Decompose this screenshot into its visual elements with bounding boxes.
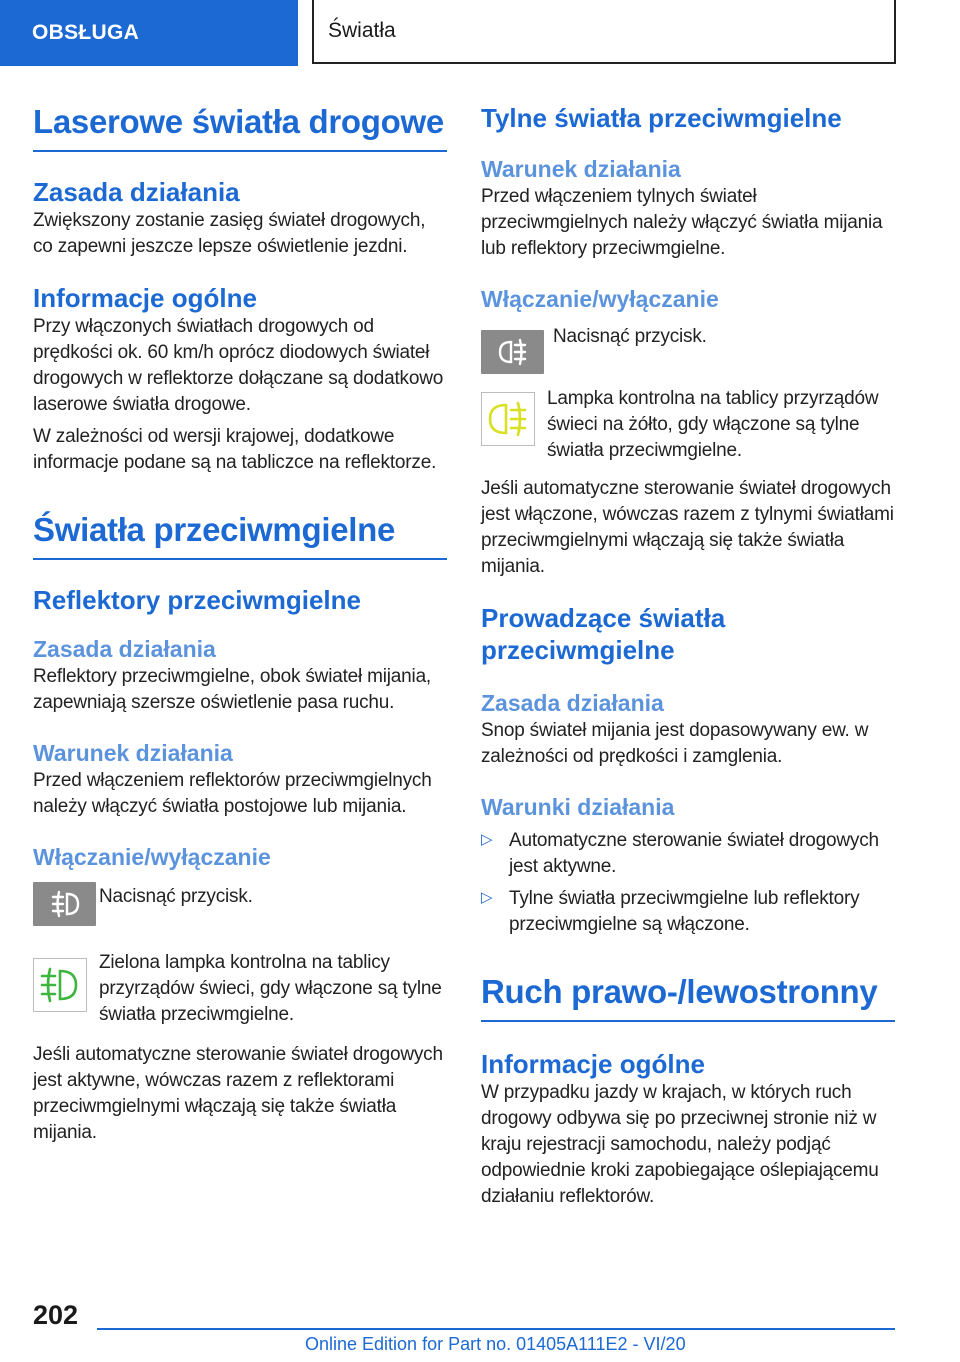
heading-front-switch: Włączanie/wyłączanie — [33, 844, 271, 870]
text-front-press: Nacisnąć przycisk. — [99, 886, 253, 907]
section-tab: OBSŁUGA — [0, 0, 298, 66]
heading-front-principle: Zasada działania — [33, 636, 216, 662]
text-rear-auto: Jeśli automatyczne sterowanie świateł drogowych jest włączone, wówczas razem z tylnymi światłami przeciwmgielnymi włączają się także światła mijania. — [481, 478, 894, 577]
text-laser-principle: Zwiększony zostanie zasięg świateł drogowych, co zapewni jeszcze lepsze oświetlenie jezdni. — [33, 210, 426, 257]
heading-laser-principle: Zasada działania — [33, 177, 240, 207]
text-rear-lamp: Lampka kontrolna na tablicy przyrządów świeci na żółto, gdy włączone są tylne światła przeciwmgielne. — [547, 388, 879, 461]
heading-front-condition: Warunek działania — [33, 740, 233, 766]
text-laser-info-2: W zależności od wersji krajowej, dodatkowe informacje podane są na tabliczce na reflektorze. — [33, 426, 437, 473]
front-fog-lamp-row — [33, 950, 447, 1028]
heading-fog-lights: Światła przeciwmgielne — [33, 504, 447, 560]
heading-traffic-info: Informacje ogólne — [481, 1049, 705, 1079]
text-front-lamp: Zielona lampka kontrolna na tablicy przyrządów świeci, gdy włączone są tylne światła przeciwmgielne. — [99, 952, 442, 1025]
heading-traffic-side: Ruch prawo-/lewostronny — [481, 966, 895, 1022]
text-rear-condition: Przed włączeniem tylnych świateł przeciwmgielnych należy włączyć światła mijania lub reflektory przeciwmgielne. — [481, 186, 883, 259]
page-number: 202 — [33, 1300, 79, 1330]
rear-fog-lamp-row — [481, 386, 895, 464]
text-traffic-info: W przypadku jazdy w krajach, w których ruch drogowy odbywa się po przeciwnej stronie niż w kraju rejestracji samochodu, należy podjąć odpowiednie kroki zapobiegające oślepiającemu działaniu reflektorów. — [481, 1082, 879, 1207]
text-front-auto: Jeśli automatyczne sterowanie świateł drogowych jest aktywne, wówczas razem z reflektorami przeciwmgielnymi włączają się także światła mijania. — [33, 1044, 443, 1143]
front-fog-button-icon — [33, 882, 96, 926]
text-laser-info-1: Przy włączonych światłach drogowych od prędkości ok. 60 km/h oprócz diodowych świateł drogowych w reflektorze dołączane są dodatkowo laserowe światła drogowe. — [33, 316, 444, 415]
rear-fog-button-row — [481, 324, 895, 372]
footer-edition: Online Edition for Part no. 01405A111E2 - VI/20 — [305, 1334, 686, 1354]
front-fog-indicator-icon — [33, 958, 87, 1012]
text-front-principle: Reflektory przeciwmgielne, obok świateł mijania, zapewniają szersze oświetlenie pasa ruchu. — [33, 666, 432, 713]
text-guide-condition-1: Automatyczne sterowanie świateł drogowych jest aktywne. — [509, 830, 879, 877]
rear-fog-indicator-icon — [481, 392, 535, 446]
right-column — [481, 102, 895, 1210]
page-header — [0, 0, 960, 66]
heading-rear-fog: Tylne światła przeciwmgielne — [481, 103, 842, 133]
text-guide-condition-2: Tylne światła przeciwmgielne lub reflektory przeciwmgielne są włączone. — [509, 888, 860, 935]
bullet-triangle-icon: ▷ — [481, 889, 493, 906]
list-item — [481, 886, 895, 938]
heading-laser-info: Informacje ogólne — [33, 283, 257, 313]
text-front-condition: Przed włączeniem reflektorów przeciwmgielnych należy włączyć światła postojowe lub mijania. — [33, 770, 432, 817]
list-item — [481, 828, 895, 880]
bullet-triangle-icon: ▷ — [481, 831, 493, 848]
heading-guide-conditions: Warunki działania — [481, 794, 675, 820]
heading-front-fog: Reflektory przeciwmgielne — [33, 585, 361, 615]
heading-rear-condition: Warunek działania — [481, 156, 681, 182]
heading-laser-high-beam: Laserowe światła drogowe — [33, 96, 447, 152]
heading-guide-principle: Zasada działania — [481, 690, 664, 716]
left-column — [33, 96, 447, 1146]
chapter-title: Światła — [312, 0, 896, 64]
heading-rear-switch: Włączanie/wyłączanie — [481, 286, 719, 312]
text-guide-principle: Snop świateł mijania jest dopasowywany ew. w zależności od prędkości i zamglenia. — [481, 720, 869, 767]
footer-divider — [97, 1328, 895, 1330]
rear-fog-button-icon — [481, 330, 544, 374]
front-fog-button-row — [33, 882, 447, 936]
heading-guide-fog: Prowadzące światła przeciwmgielne — [481, 603, 726, 665]
text-rear-press: Nacisnąć przycisk. — [553, 326, 707, 347]
